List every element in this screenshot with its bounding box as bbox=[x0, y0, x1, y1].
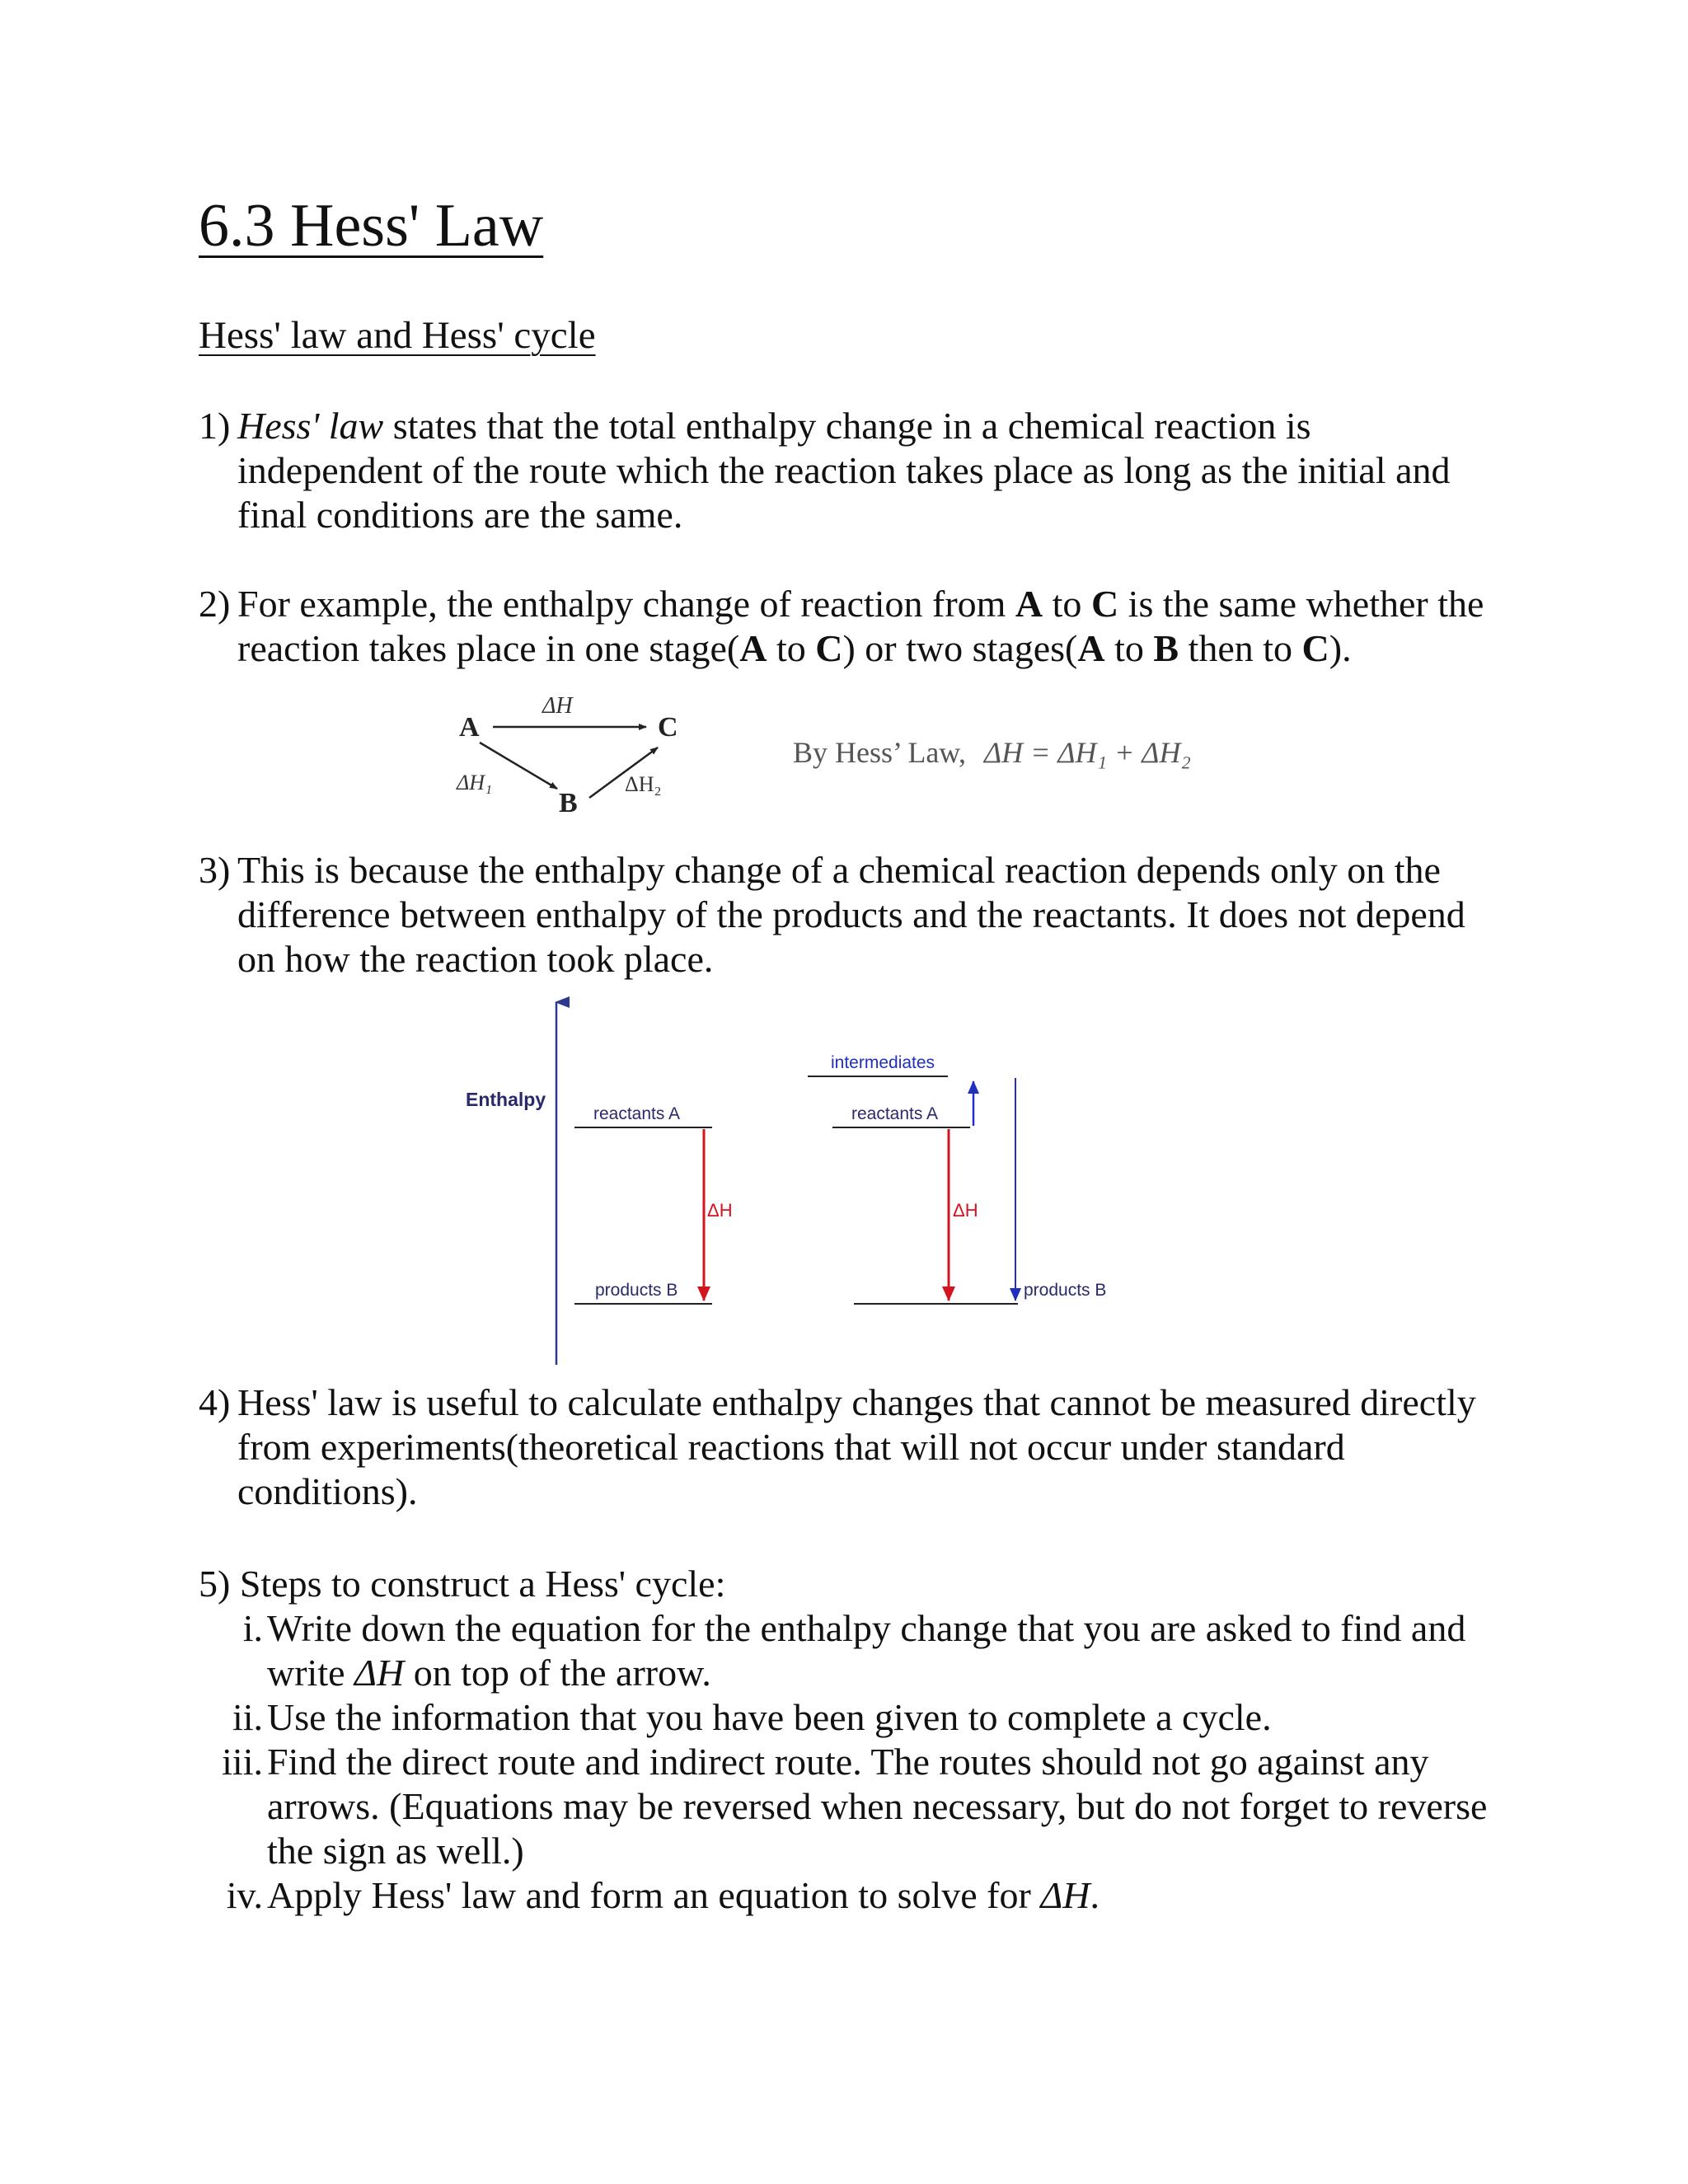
label-dh1: ΔH₁ bbox=[457, 771, 493, 794]
section-subtitle: Hess' law and Hess' cycle bbox=[199, 314, 596, 357]
paragraph-4-number: 4) bbox=[199, 1381, 231, 1423]
step-number: iv. bbox=[226, 1874, 263, 1916]
step-item bbox=[199, 1873, 1517, 1918]
enthalpy-level-diagram bbox=[457, 989, 1133, 1368]
right-reactants-label: reactants A bbox=[851, 1104, 939, 1123]
right-intermediates-label: intermediates bbox=[831, 1053, 935, 1072]
right-products-label: products B bbox=[1024, 1281, 1107, 1300]
delta-h-symbol: ΔH bbox=[354, 1652, 405, 1694]
label-dh: ΔH bbox=[542, 693, 573, 719]
p2-bold-a: A bbox=[1015, 583, 1043, 625]
p2-text-2: to bbox=[1043, 583, 1091, 625]
step-text-end: . bbox=[1090, 1874, 1100, 1916]
step-item bbox=[199, 1695, 1517, 1740]
p2-bold-a-3: A bbox=[1077, 627, 1105, 669]
p2-text-7: then to bbox=[1179, 627, 1302, 669]
step-text: Find the direct route and indirect route. The routes should not go against any arrows. (Equations may be reversed when necessary, but do not forget to reverse the sign as well.) bbox=[267, 1741, 1488, 1872]
p2-text-4: to bbox=[767, 627, 816, 669]
page-title: 6.3 Hess' Law bbox=[199, 192, 544, 260]
step-text: Apply Hess' law and form an equation to solve for bbox=[267, 1874, 1041, 1916]
p2-bold-c-3: C bbox=[1301, 627, 1329, 669]
hess-statement bbox=[793, 736, 1191, 769]
step-text-end: on top of the arrow. bbox=[404, 1652, 711, 1694]
hess-law-term: Hess' law bbox=[237, 405, 384, 447]
steps-list bbox=[199, 1562, 1517, 1918]
step-number: iii. bbox=[222, 1741, 263, 1783]
paragraph-2 bbox=[199, 582, 1501, 671]
right-dh-label: ΔH bbox=[953, 1200, 978, 1221]
hess-statement-prefix: By Hess’ Law, bbox=[793, 736, 966, 769]
p2-text-1: For example, the enthalpy change of reaction from bbox=[237, 583, 1015, 625]
steps-heading: 5) Steps to construct a Hess' cycle: bbox=[199, 1563, 726, 1605]
p2-bold-b: B bbox=[1153, 627, 1179, 669]
p2-text-8: ). bbox=[1329, 627, 1352, 669]
paragraph-1-number: 1) bbox=[199, 405, 231, 447]
delta-h-symbol: ΔH bbox=[1040, 1874, 1090, 1916]
paragraph-1 bbox=[199, 404, 1501, 537]
paragraph-1-text: states that the total enthalpy change in a chemical reaction is independent of the route which the reaction takes place as long as the initial and final conditions are the same. bbox=[237, 405, 1451, 536]
paragraph-3 bbox=[199, 848, 1501, 982]
enthalpy-axis-label: Enthalpy bbox=[466, 1089, 546, 1110]
hess-cycle-diagram bbox=[445, 688, 1269, 828]
step-number: ii. bbox=[232, 1696, 263, 1738]
step-text: Write down the equation for the enthalpy change that you are asked to find and write bbox=[267, 1607, 1466, 1694]
p2-bold-a-2: A bbox=[739, 627, 767, 669]
p2-text-5: ) or two stages( bbox=[842, 627, 1078, 669]
paragraph-1-body bbox=[237, 404, 1501, 537]
p2-text-3: is the same whether the reaction takes place in one stage( bbox=[237, 583, 1484, 669]
step-text: Use the information that you have been given to complete a cycle. bbox=[267, 1696, 1272, 1738]
paragraph-2-body bbox=[237, 582, 1501, 671]
step-number: i. bbox=[242, 1607, 263, 1649]
paragraph-4-body: Hess' law is useful to calculate enthalpy changes that cannot be measured directly from experiments(theoretical reactions that will not occur under standard conditions). bbox=[237, 1381, 1476, 1512]
node-c: C bbox=[658, 712, 678, 743]
paragraph-3-body: This is because the enthalpy change of a chemical reaction depends only on the difference between enthalpy of the products and the reactants. It does not depend on how the reaction took place. bbox=[237, 849, 1465, 980]
step-item bbox=[199, 1606, 1517, 1695]
paragraph-4 bbox=[199, 1380, 1501, 1514]
hess-statement-equation: ΔH = ΔH₁ + ΔH₂ bbox=[983, 736, 1191, 769]
p2-bold-c: C bbox=[1090, 583, 1119, 625]
left-reactants-label: reactants A bbox=[593, 1104, 681, 1123]
paragraph-3-number: 3) bbox=[199, 849, 231, 891]
left-dh-label: ΔH bbox=[707, 1200, 733, 1221]
label-dh2: ΔH₂ bbox=[625, 772, 662, 796]
step-item bbox=[199, 1740, 1517, 1873]
node-b: B bbox=[559, 788, 578, 818]
p2-bold-c-2: C bbox=[815, 627, 843, 669]
p2-text-6: to bbox=[1104, 627, 1154, 669]
paragraph-2-number: 2) bbox=[199, 583, 231, 625]
node-a: A bbox=[459, 712, 480, 743]
left-products-label: products B bbox=[595, 1281, 678, 1300]
